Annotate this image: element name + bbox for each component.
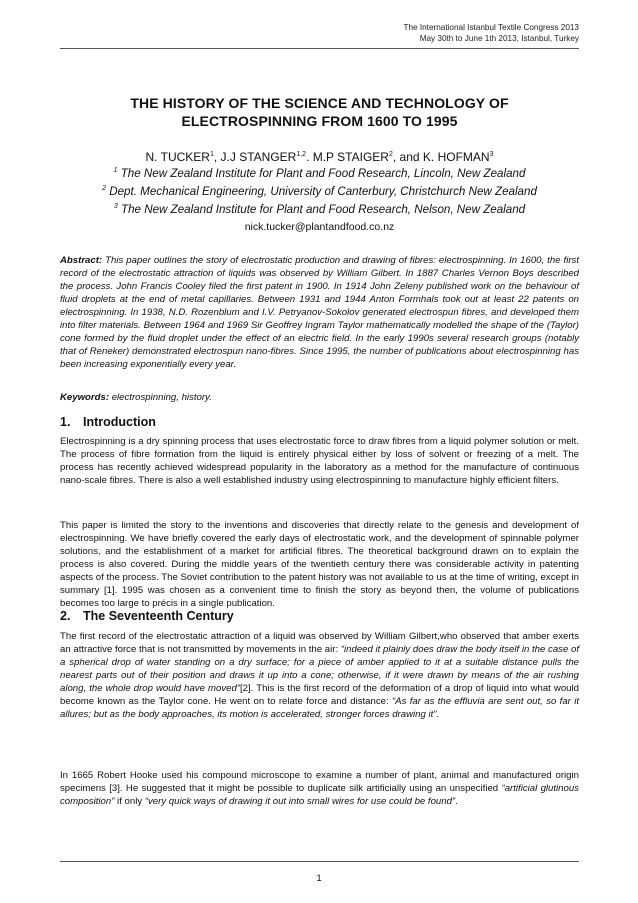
author-name: , J.J STANGER xyxy=(213,150,297,164)
keywords-label: Keywords: xyxy=(60,392,110,403)
paragraph-text: . xyxy=(436,709,440,720)
author-name: . M.P STAIGER xyxy=(306,150,389,164)
affiliation-text: The New Zealand Institute for Plant and Food Research, Lincoln, New Zealand xyxy=(120,167,526,180)
paragraph-text: In 1665 Robert Hooke used his compound microscope to examine a number of plant, animal and manufactured origin specimens [3]. He suggested that it might be possible to duplicate silk artificially using an unspecified xyxy=(60,770,579,794)
abstract-text: This paper outlines the story of electrostatic production and drawing of fibres: electrospinning. In 1600, the first record of the electrostatic attraction of liquids was observed by William Gilbert. In 1887 Charles Vernon Boys described the process. John Francis Cooley filed the first patent in 1900. In 1914 John Zeleny published work on the behaviour of fluid droplets at the end of metal capillaries. Between 1931 and 1944 Anton Formhals took out at least 22 patents on electrospinning. In 1938, N.D. Rozenblum and I.V. Petryanov-Sokolov generated electrospun fibres, and developed them into filter materials. Between 1964 and 1969 Sir Geoffrey Ingram Taylor mathematically modelled the shape of the (Taylor) cone formed by the fluid droplet under the effect of an electric field. In the early 1990s several research groups (notably that of Reneker) demonstrated electrospun nano-fibres. Since 1995, the number of publications about electrospinning has been increasing exponentially every year. xyxy=(60,255,579,370)
footer-rule xyxy=(60,861,579,862)
hooke-quote: “artificial glutinous composition” xyxy=(60,783,579,807)
affiliation-text: Dept. Mechanical Engineering, University of Canterbury, Christchurch New Zealand xyxy=(109,185,537,198)
paragraph-text: The first record of the electrostatic attraction of a liquid was observed by William Gilbert,who observed that amber exerts an attractive force that is not transmitted by movements in the air: xyxy=(60,631,579,655)
author-affiliation-mark: 1 xyxy=(209,151,214,158)
author-affiliation-mark: 1,2 xyxy=(296,151,307,158)
section-number: 2. xyxy=(60,609,71,623)
header-rule xyxy=(60,48,579,49)
affiliation-2 xyxy=(60,185,579,199)
page-number: 1 xyxy=(316,873,322,884)
affiliation-mark: 3 xyxy=(113,203,118,210)
gilbert-quote: “As far as the effluvia are sent out, so far it allures; but as the body approaches, its motion is accelerated, stronger forces drawing it” xyxy=(60,696,580,720)
section-title: Introduction xyxy=(83,415,156,429)
author-affiliation-mark: 2 xyxy=(388,151,393,158)
gilbert-quote: “indeed it plainly does draw the body itself in the case of a spherical drop of water standing on a dry surface; for a piece of amber applied to it at a suitable distance pulls the nearest parts out of their position and draws it up into a cone; otherwise, if it were drawn by means of the air rushing along, the whole drop would have moved” xyxy=(60,644,579,694)
paragraph-intro-1: Electrospinning is a dry spinning process that uses electrostatic force to draw fibres from a liquid polymer solution or melt. The process of fibre formation from the liquid is entirely physical either by loss of solvent or freezing of a melt. The process has recently achieved widespread popularity in the laboratory as a method for the manufacture of continuous nano-scale fibres. There is also a well established industry using electrospinning to manufacture highly efficient filters. xyxy=(60,436,579,486)
author-list xyxy=(60,150,579,165)
section-heading-introduction xyxy=(60,415,156,429)
hooke-quote: “very quick ways of drawing it out into small wires for use could be found” xyxy=(144,796,456,807)
abstract xyxy=(60,254,579,371)
keywords-text: electrospinning, history. xyxy=(109,392,212,403)
section-title: The Seventeenth Century xyxy=(83,609,234,623)
affiliation-text: The New Zealand Institute for Plant and Food Research, Nelson, New Zealand xyxy=(121,203,526,216)
affiliation-3 xyxy=(60,203,579,217)
title-line-2: ELECTROSPINNING FROM 1600 TO 1995 xyxy=(181,112,458,129)
contact-email: nick.tucker@plantandfood.co.nz xyxy=(244,221,395,233)
affiliation-mark: 2 xyxy=(102,185,106,192)
section-heading-seventeenth-century xyxy=(60,609,234,623)
title-line-1: THE HISTORY OF THE SCIENCE AND TECHNOLOGY OF xyxy=(130,95,509,111)
header-line-2: May 30th to June 1th 2013, Istanbul, Turkey xyxy=(419,34,579,43)
affiliation-mark: 1 xyxy=(113,167,118,174)
section-number: 1. xyxy=(60,415,71,429)
author-affiliation-mark: 3 xyxy=(489,151,494,158)
paragraph-text: if only xyxy=(114,796,145,807)
paper-title xyxy=(60,95,579,130)
affiliation-1 xyxy=(60,167,579,181)
keywords xyxy=(60,391,579,404)
paragraph-text: . xyxy=(455,796,458,807)
header-line-1: The International Istanbul Textile Congress 2013 xyxy=(403,23,579,32)
author-name: , and K. HOFMAN xyxy=(392,150,490,164)
author-name: N. TUCKER xyxy=(145,150,210,164)
running-header xyxy=(403,22,579,44)
paragraph-text: [2]. This is the first record of the deformation of a drop of liquid into what would become known as the Taylor cone. He went on to relate force and distance: xyxy=(60,683,579,707)
paragraph-gilbert xyxy=(60,630,579,721)
paragraph-hooke xyxy=(60,769,579,808)
paragraph-intro-2: This paper is limited the story to the inventions and discoveries that directly relate to the genesis and development of electrospinning. We have briefly covered the early days of electrostatic work, and the development of spinnable polymer solutions, and the establishment of a market for artificial fibres. The theoretical background drawn on to explain the process is also covered. During the middle years of the twentieth century there was considerable activity in patenting aspects of the process. The Soviet contribution to the patent history was not available to us at the time of writing, except in summary [1]. 1995 was chosen as a convenient time to finish the story as beyond then, the volume of publications becomes too large to précis in a single publication. xyxy=(60,520,579,609)
abstract-label: Abstract: xyxy=(60,255,103,266)
